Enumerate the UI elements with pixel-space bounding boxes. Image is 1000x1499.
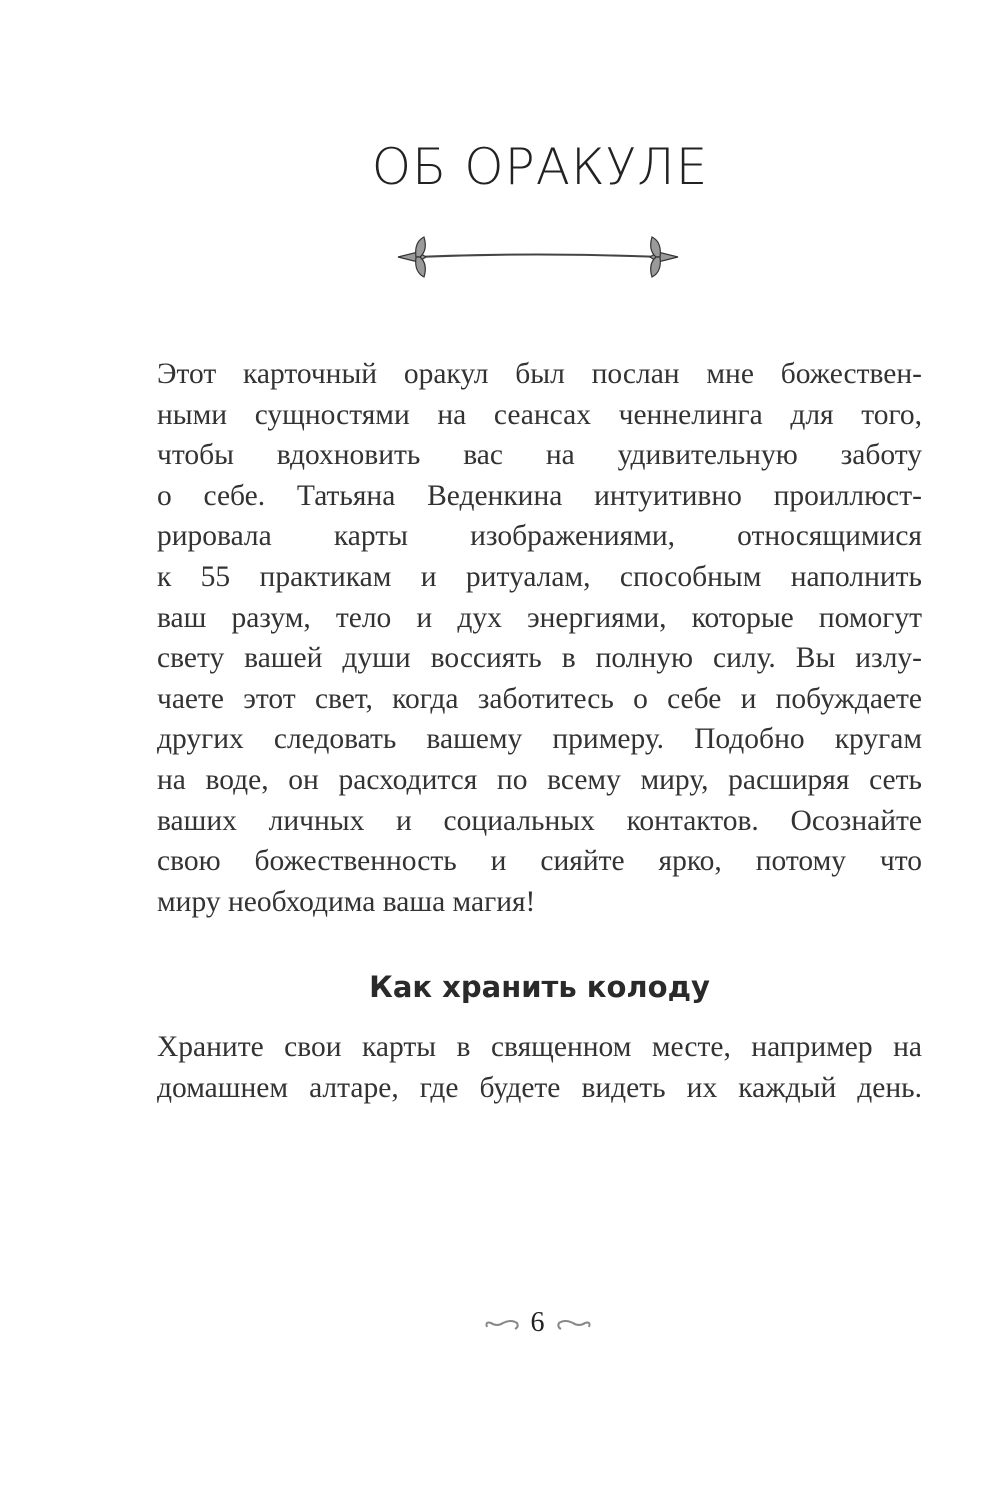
text-line: Этот карточный оракул был послан мне божествен- xyxy=(157,358,922,390)
storage-paragraph xyxy=(157,1027,922,1108)
page-number-footer xyxy=(0,1307,1000,1339)
text-line: свою божественность и сияйте ярко, потому что xyxy=(157,845,922,878)
text-line: домашнем алтаре, где будете видеть их каждый день. xyxy=(157,1071,922,1104)
page-number: 6 xyxy=(530,1307,545,1338)
text-line: Храните свои карты в священном месте, например на xyxy=(157,1031,922,1063)
text-line: о себе. Татьяна Веденкина интуитивно проиллюст- xyxy=(157,479,922,512)
text-line: рировала карты изображениями, относящимися xyxy=(157,520,922,553)
text-line: миру необходима ваша магия! xyxy=(157,885,536,918)
left-swirl-ornament-icon xyxy=(483,1317,521,1333)
section-heading: Как хранить колоду xyxy=(369,970,710,1004)
about-paragraph xyxy=(157,354,922,922)
text-line: других следовать вашему примеру. Подобно кругам xyxy=(157,723,922,756)
text-line: к 55 практикам и ритуалам, способным наполнить xyxy=(157,560,922,593)
page-title: ОБ ОРАКУЛЕ xyxy=(371,138,709,196)
text-line: свету вашей души воссиять в полную силу. Вы излу- xyxy=(157,642,922,675)
floral-divider-ornament xyxy=(388,232,688,282)
text-line: на воде, он расходится по всему миру, расширяя сеть xyxy=(157,763,922,796)
text-line: чтобы вдохновить вас на удивительную заботу xyxy=(157,439,922,472)
text-line: ваш разум, тело и дух энергиями, которые помогут xyxy=(157,601,922,634)
text-line: ваших личных и социальных контактов. Осознайте xyxy=(157,804,922,837)
right-swirl-ornament-icon xyxy=(555,1317,593,1333)
text-line: ными сущностями на сеансах ченнелинга для того, xyxy=(157,398,922,431)
text-line: чаете этот свет, когда заботитесь о себе и побуждаете xyxy=(157,682,922,715)
